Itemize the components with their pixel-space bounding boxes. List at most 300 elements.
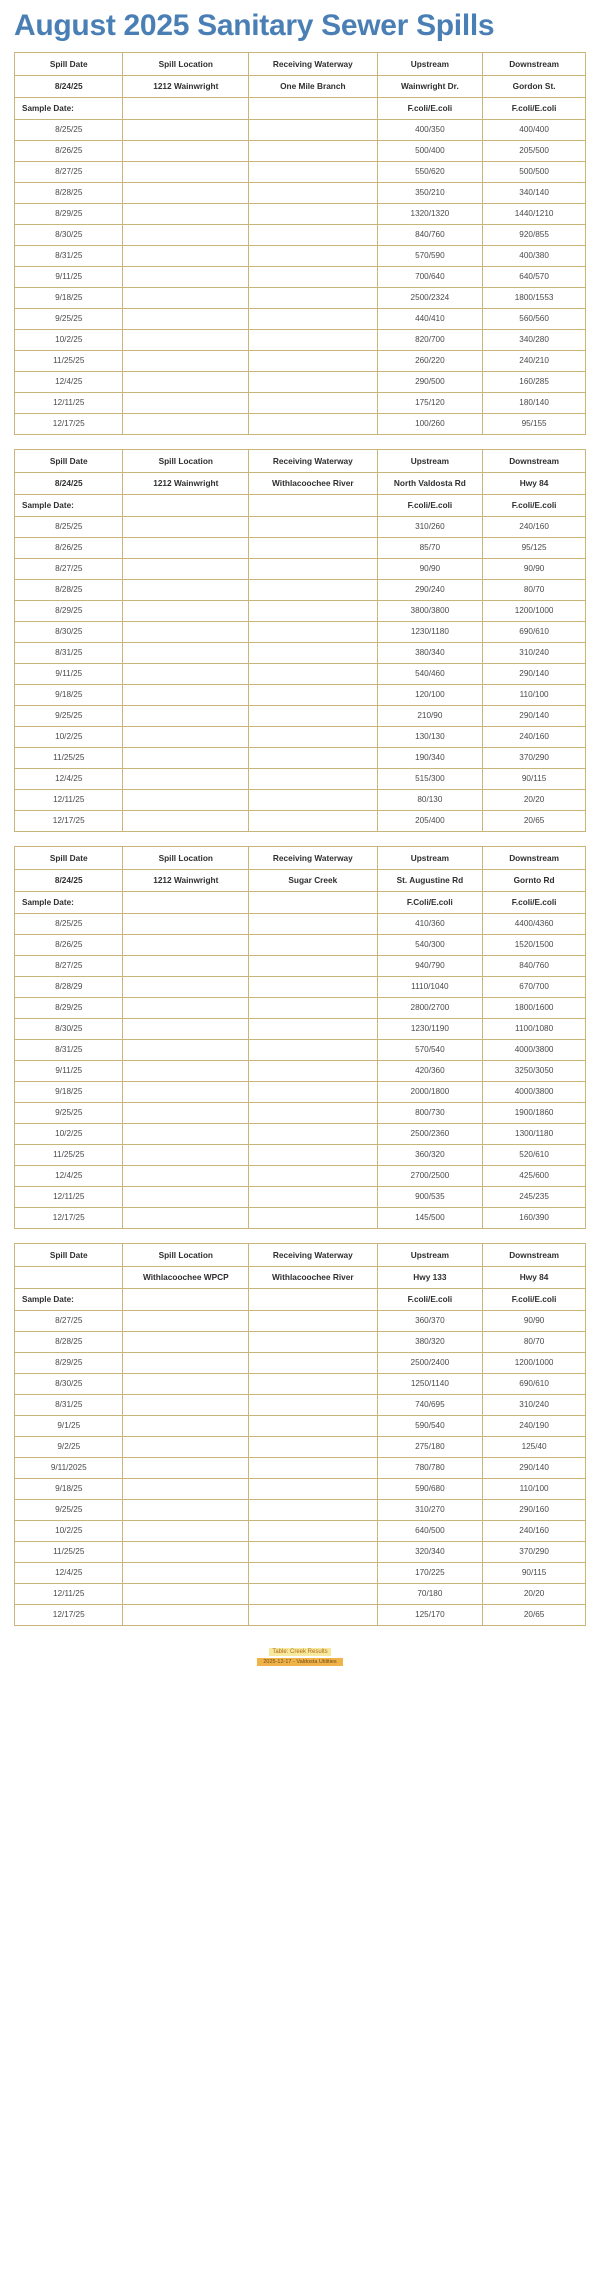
col-receiving-waterway: Receiving Waterway xyxy=(249,846,377,869)
col-spill-date: Spill Date xyxy=(15,1243,123,1266)
upstream-result: 410/360 xyxy=(377,913,483,934)
spill-info-row xyxy=(15,869,586,891)
empty-cell xyxy=(249,329,377,350)
empty-cell xyxy=(249,1123,377,1144)
downstream-result: 690/610 xyxy=(483,621,586,642)
upstream-result: 780/780 xyxy=(377,1457,483,1478)
upstream-result: 570/540 xyxy=(377,1039,483,1060)
sample-date: 9/1/25 xyxy=(15,1415,123,1436)
empty-cell xyxy=(249,413,377,434)
table-row xyxy=(15,329,586,350)
table-row xyxy=(15,1144,586,1165)
sample-date: 8/31/25 xyxy=(15,245,123,266)
downstream-result: 290/140 xyxy=(483,1457,586,1478)
empty-cell xyxy=(123,955,249,976)
downstream-result: 125/40 xyxy=(483,1436,586,1457)
empty-cell xyxy=(123,140,249,161)
table-row xyxy=(15,789,586,810)
sample-date: 9/2/25 xyxy=(15,1436,123,1457)
upstream-result: 590/680 xyxy=(377,1478,483,1499)
downstream-result: 20/65 xyxy=(483,810,586,831)
upstream-result: 100/260 xyxy=(377,413,483,434)
table-header-row xyxy=(15,1243,586,1266)
upstream-result: 540/300 xyxy=(377,934,483,955)
downstream-result: 1520/1500 xyxy=(483,934,586,955)
table-row xyxy=(15,1499,586,1520)
sample-date: 8/29/25 xyxy=(15,997,123,1018)
empty-cell xyxy=(249,1186,377,1207)
sample-date: 9/11/25 xyxy=(15,1060,123,1081)
empty-cell xyxy=(123,1165,249,1186)
upstream-site-value: St. Augustine Rd xyxy=(377,869,483,891)
empty-cell xyxy=(123,494,249,516)
empty-cell xyxy=(123,1394,249,1415)
col-spill-location: Spill Location xyxy=(123,846,249,869)
empty-cell xyxy=(249,768,377,789)
spill-info-row xyxy=(15,472,586,494)
table-row xyxy=(15,1520,586,1541)
upstream-result: 320/340 xyxy=(377,1541,483,1562)
upstream-result: 840/760 xyxy=(377,224,483,245)
empty-cell xyxy=(123,1144,249,1165)
downstream-result: 340/140 xyxy=(483,182,586,203)
downstream-result: 1800/1600 xyxy=(483,997,586,1018)
spill-location-value: 1212 Wainwright xyxy=(123,869,249,891)
sample-date-label: Sample Date: xyxy=(15,1288,123,1310)
empty-cell xyxy=(249,663,377,684)
empty-cell xyxy=(123,976,249,997)
table-row xyxy=(15,810,586,831)
empty-cell xyxy=(249,810,377,831)
sample-date: 12/17/25 xyxy=(15,810,123,831)
upstream-result: 2500/2360 xyxy=(377,1123,483,1144)
empty-cell xyxy=(123,997,249,1018)
receiving-waterway-value: Sugar Creek xyxy=(249,869,377,891)
downstream-result: 290/140 xyxy=(483,663,586,684)
sample-date-label: Sample Date: xyxy=(15,97,123,119)
table-row xyxy=(15,182,586,203)
empty-cell xyxy=(249,726,377,747)
empty-cell xyxy=(249,747,377,768)
col-receiving-waterway: Receiving Waterway xyxy=(249,52,377,75)
sample-date: 8/26/25 xyxy=(15,934,123,955)
table-row xyxy=(15,1541,586,1562)
downstream-site-value: Gornto Rd xyxy=(483,869,586,891)
spill-location-value: 1212 Wainwright xyxy=(123,472,249,494)
upstream-result: 820/700 xyxy=(377,329,483,350)
empty-cell xyxy=(249,642,377,663)
upstream-result: 310/270 xyxy=(377,1499,483,1520)
downstream-result: 4000/3800 xyxy=(483,1081,586,1102)
empty-cell xyxy=(123,1018,249,1039)
upstream-result: 1230/1190 xyxy=(377,1018,483,1039)
upstream-result: 170/225 xyxy=(377,1562,483,1583)
downstream-result: 240/160 xyxy=(483,1520,586,1541)
empty-cell xyxy=(249,371,377,392)
downstream-result: 240/190 xyxy=(483,1415,586,1436)
downstream-result: 1900/1860 xyxy=(483,1102,586,1123)
empty-cell xyxy=(123,350,249,371)
empty-cell xyxy=(123,1123,249,1144)
empty-cell xyxy=(249,579,377,600)
spill-location-value: 1212 Wainwright xyxy=(123,75,249,97)
downstream-units: F.coli/E.coli xyxy=(483,494,586,516)
sample-date: 9/25/25 xyxy=(15,705,123,726)
empty-cell xyxy=(249,600,377,621)
table-row xyxy=(15,558,586,579)
table-row xyxy=(15,579,586,600)
upstream-result: 350/210 xyxy=(377,182,483,203)
spill-date-value xyxy=(15,1266,123,1288)
sample-date: 12/11/25 xyxy=(15,1583,123,1604)
table-row xyxy=(15,245,586,266)
upstream-result: 260/220 xyxy=(377,350,483,371)
upstream-units: F.Coli/E.coli xyxy=(377,891,483,913)
empty-cell xyxy=(249,392,377,413)
table-row xyxy=(15,1562,586,1583)
table-row xyxy=(15,913,586,934)
table-row xyxy=(15,955,586,976)
sample-date: 9/25/25 xyxy=(15,308,123,329)
empty-cell xyxy=(249,140,377,161)
table-row xyxy=(15,1081,586,1102)
empty-cell xyxy=(249,1562,377,1583)
table-header-row xyxy=(15,846,586,869)
sample-date: 8/25/25 xyxy=(15,516,123,537)
table-row xyxy=(15,934,586,955)
sample-date: 9/11/25 xyxy=(15,266,123,287)
sample-date: 12/4/25 xyxy=(15,1562,123,1583)
page-title: August 2025 Sanitary Sewer Spills xyxy=(14,9,495,42)
upstream-result: 1250/1140 xyxy=(377,1373,483,1394)
table-row xyxy=(15,516,586,537)
empty-cell xyxy=(249,161,377,182)
upstream-result: 500/400 xyxy=(377,140,483,161)
empty-cell xyxy=(123,1310,249,1331)
table-row xyxy=(15,161,586,182)
downstream-result: 4000/3800 xyxy=(483,1039,586,1060)
empty-cell xyxy=(123,1039,249,1060)
upstream-result: 210/90 xyxy=(377,705,483,726)
table-row xyxy=(15,1102,586,1123)
upstream-result: 275/180 xyxy=(377,1436,483,1457)
downstream-site-value: Hwy 84 xyxy=(483,472,586,494)
spill-date-value: 8/24/25 xyxy=(15,472,123,494)
table-row xyxy=(15,747,586,768)
downstream-result: 370/290 xyxy=(483,747,586,768)
table-row xyxy=(15,1394,586,1415)
table-row xyxy=(15,1207,586,1228)
col-receiving-waterway: Receiving Waterway xyxy=(249,1243,377,1266)
empty-cell xyxy=(123,726,249,747)
table-row xyxy=(15,140,586,161)
empty-cell xyxy=(123,1415,249,1436)
col-upstream: Upstream xyxy=(377,846,483,869)
col-spill-location: Spill Location xyxy=(123,449,249,472)
upstream-result: 420/360 xyxy=(377,1060,483,1081)
empty-cell xyxy=(249,789,377,810)
empty-cell xyxy=(249,1541,377,1562)
empty-cell xyxy=(123,287,249,308)
table-row xyxy=(15,684,586,705)
downstream-result: 310/240 xyxy=(483,642,586,663)
sample-date: 8/30/25 xyxy=(15,1018,123,1039)
empty-cell xyxy=(123,245,249,266)
sample-date: 8/25/25 xyxy=(15,119,123,140)
downstream-result: 1200/1000 xyxy=(483,1352,586,1373)
empty-cell xyxy=(249,705,377,726)
downstream-site-value: Hwy 84 xyxy=(483,1266,586,1288)
upstream-site-value: North Valdosta Rd xyxy=(377,472,483,494)
sample-date: 11/25/25 xyxy=(15,747,123,768)
spill-table-1 xyxy=(14,52,586,435)
upstream-result: 2700/2500 xyxy=(377,1165,483,1186)
sample-date: 8/29/25 xyxy=(15,203,123,224)
receiving-waterway-value: One Mile Branch xyxy=(249,75,377,97)
downstream-result: 340/280 xyxy=(483,329,586,350)
col-downstream: Downstream xyxy=(483,52,586,75)
table-row xyxy=(15,392,586,413)
upstream-result: 145/500 xyxy=(377,1207,483,1228)
empty-cell xyxy=(249,266,377,287)
empty-cell xyxy=(249,537,377,558)
empty-cell xyxy=(123,789,249,810)
upstream-result: 640/500 xyxy=(377,1520,483,1541)
sample-date: 9/18/25 xyxy=(15,1478,123,1499)
table-row xyxy=(15,1604,586,1625)
empty-cell xyxy=(249,182,377,203)
upstream-result: 400/350 xyxy=(377,119,483,140)
empty-cell xyxy=(123,1541,249,1562)
downstream-result: 90/115 xyxy=(483,1562,586,1583)
spill-info-row xyxy=(15,1266,586,1288)
upstream-result: 380/320 xyxy=(377,1331,483,1352)
empty-cell xyxy=(123,1583,249,1604)
empty-cell xyxy=(123,1331,249,1352)
sample-date: 8/31/25 xyxy=(15,1394,123,1415)
table-row xyxy=(15,1436,586,1457)
empty-cell xyxy=(249,1583,377,1604)
empty-cell xyxy=(123,1186,249,1207)
empty-cell xyxy=(123,1604,249,1625)
receiving-waterway-value: Withlacoochee River xyxy=(249,1266,377,1288)
empty-cell xyxy=(249,350,377,371)
upstream-result: 550/620 xyxy=(377,161,483,182)
upstream-result: 205/400 xyxy=(377,810,483,831)
downstream-result: 90/90 xyxy=(483,558,586,579)
table-row xyxy=(15,997,586,1018)
empty-cell xyxy=(249,1288,377,1310)
sample-date: 12/4/25 xyxy=(15,1165,123,1186)
downstream-result: 160/390 xyxy=(483,1207,586,1228)
empty-cell xyxy=(249,245,377,266)
sample-date-label: Sample Date: xyxy=(15,891,123,913)
upstream-result: 2500/2324 xyxy=(377,287,483,308)
empty-cell xyxy=(249,1207,377,1228)
upstream-units: F.coli/E.coli xyxy=(377,1288,483,1310)
upstream-result: 700/640 xyxy=(377,266,483,287)
empty-cell xyxy=(249,1018,377,1039)
empty-cell xyxy=(123,684,249,705)
downstream-result: 1440/1210 xyxy=(483,203,586,224)
spill-location-value: Withlacoochee WPCP xyxy=(123,1266,249,1288)
empty-cell xyxy=(123,516,249,537)
empty-cell xyxy=(249,516,377,537)
empty-cell xyxy=(249,913,377,934)
downstream-result: 240/160 xyxy=(483,726,586,747)
upstream-result: 570/590 xyxy=(377,245,483,266)
sample-date: 8/27/25 xyxy=(15,1310,123,1331)
downstream-result: 205/500 xyxy=(483,140,586,161)
empty-cell xyxy=(123,705,249,726)
upstream-result: 1230/1180 xyxy=(377,621,483,642)
sample-date: 8/26/25 xyxy=(15,537,123,558)
upstream-result: 2000/1800 xyxy=(377,1081,483,1102)
empty-cell xyxy=(249,1478,377,1499)
table-row xyxy=(15,726,586,747)
spill-table-2 xyxy=(14,449,586,832)
empty-cell xyxy=(249,976,377,997)
downstream-result: 90/115 xyxy=(483,768,586,789)
upstream-result: 85/70 xyxy=(377,537,483,558)
empty-cell xyxy=(123,747,249,768)
empty-cell xyxy=(123,1288,249,1310)
table-row xyxy=(15,663,586,684)
receiving-waterway-value: Withlacoochee River xyxy=(249,472,377,494)
empty-cell xyxy=(123,1457,249,1478)
upstream-result: 3800/3800 xyxy=(377,600,483,621)
empty-cell xyxy=(249,1331,377,1352)
empty-cell xyxy=(249,97,377,119)
sample-date: 10/2/25 xyxy=(15,1520,123,1541)
upstream-result: 800/730 xyxy=(377,1102,483,1123)
downstream-result: 290/160 xyxy=(483,1499,586,1520)
downstream-units: F.coli/E.coli xyxy=(483,1288,586,1310)
spill-table-wrapper-2 xyxy=(0,449,600,832)
upstream-result: 515/300 xyxy=(377,768,483,789)
downstream-units: F.coli/E.coli xyxy=(483,97,586,119)
empty-cell xyxy=(249,1081,377,1102)
sample-date: 9/11/25 xyxy=(15,663,123,684)
downstream-result: 310/240 xyxy=(483,1394,586,1415)
table-row xyxy=(15,537,586,558)
sample-date: 9/25/25 xyxy=(15,1499,123,1520)
empty-cell xyxy=(123,621,249,642)
empty-cell xyxy=(249,1604,377,1625)
downstream-result: 90/90 xyxy=(483,1310,586,1331)
table-row xyxy=(15,266,586,287)
sample-date: 12/11/25 xyxy=(15,1186,123,1207)
col-upstream: Upstream xyxy=(377,52,483,75)
empty-cell xyxy=(249,997,377,1018)
sample-date: 9/11/2025 xyxy=(15,1457,123,1478)
empty-cell xyxy=(123,913,249,934)
empty-cell xyxy=(123,1562,249,1583)
downstream-result: 920/855 xyxy=(483,224,586,245)
empty-cell xyxy=(123,161,249,182)
col-upstream: Upstream xyxy=(377,1243,483,1266)
empty-cell xyxy=(123,558,249,579)
col-spill-location: Spill Location xyxy=(123,52,249,75)
col-spill-date: Spill Date xyxy=(15,846,123,869)
empty-cell xyxy=(249,1394,377,1415)
empty-cell xyxy=(249,621,377,642)
empty-cell xyxy=(123,371,249,392)
sample-date: 12/17/25 xyxy=(15,413,123,434)
spill-date-value: 8/24/25 xyxy=(15,869,123,891)
downstream-units: F.coli/E.coli xyxy=(483,891,586,913)
empty-cell xyxy=(123,1478,249,1499)
downstream-result: 840/760 xyxy=(483,955,586,976)
table-row xyxy=(15,705,586,726)
footer-caption-primary: Table: Creek Results xyxy=(269,1648,330,1656)
downstream-result: 370/290 xyxy=(483,1541,586,1562)
col-downstream: Downstream xyxy=(483,449,586,472)
upstream-result: 190/340 xyxy=(377,747,483,768)
empty-cell xyxy=(123,182,249,203)
spill-table-3 xyxy=(14,846,586,1229)
upstream-result: 290/240 xyxy=(377,579,483,600)
table-row xyxy=(15,1018,586,1039)
downstream-result: 80/70 xyxy=(483,579,586,600)
upstream-site-value: Wainwright Dr. xyxy=(377,75,483,97)
upstream-result: 1320/1320 xyxy=(377,203,483,224)
empty-cell xyxy=(123,891,249,913)
spill-info-row xyxy=(15,75,586,97)
upstream-result: 70/180 xyxy=(377,1583,483,1604)
upstream-result: 590/540 xyxy=(377,1415,483,1436)
downstream-result: 290/140 xyxy=(483,705,586,726)
empty-cell xyxy=(249,1415,377,1436)
table-row xyxy=(15,1310,586,1331)
upstream-result: 360/370 xyxy=(377,1310,483,1331)
empty-cell xyxy=(123,600,249,621)
sample-date: 12/11/25 xyxy=(15,392,123,413)
footer-badge xyxy=(0,1640,600,1670)
table-header-row xyxy=(15,449,586,472)
downstream-result: 80/70 xyxy=(483,1331,586,1352)
empty-cell xyxy=(123,266,249,287)
upstream-result: 120/100 xyxy=(377,684,483,705)
table-row xyxy=(15,621,586,642)
downstream-result: 95/125 xyxy=(483,537,586,558)
sample-date: 8/25/25 xyxy=(15,913,123,934)
sample-date: 10/2/25 xyxy=(15,726,123,747)
empty-cell xyxy=(249,287,377,308)
sample-date: 8/31/25 xyxy=(15,1039,123,1060)
downstream-result: 20/65 xyxy=(483,1604,586,1625)
col-downstream: Downstream xyxy=(483,846,586,869)
sample-date: 8/30/25 xyxy=(15,224,123,245)
table-row xyxy=(15,1186,586,1207)
sample-date: 12/17/25 xyxy=(15,1207,123,1228)
empty-cell xyxy=(123,1520,249,1541)
sample-date-label: Sample Date: xyxy=(15,494,123,516)
downstream-result: 500/500 xyxy=(483,161,586,182)
empty-cell xyxy=(249,119,377,140)
sample-date: 8/28/29 xyxy=(15,976,123,997)
empty-cell xyxy=(249,1352,377,1373)
table-row xyxy=(15,1060,586,1081)
sample-date: 8/27/25 xyxy=(15,558,123,579)
table-row xyxy=(15,1352,586,1373)
empty-cell xyxy=(123,413,249,434)
sample-date: 8/31/25 xyxy=(15,642,123,663)
table-row xyxy=(15,203,586,224)
empty-cell xyxy=(123,119,249,140)
downstream-result: 240/160 xyxy=(483,516,586,537)
upstream-result: 1110/1040 xyxy=(377,976,483,997)
